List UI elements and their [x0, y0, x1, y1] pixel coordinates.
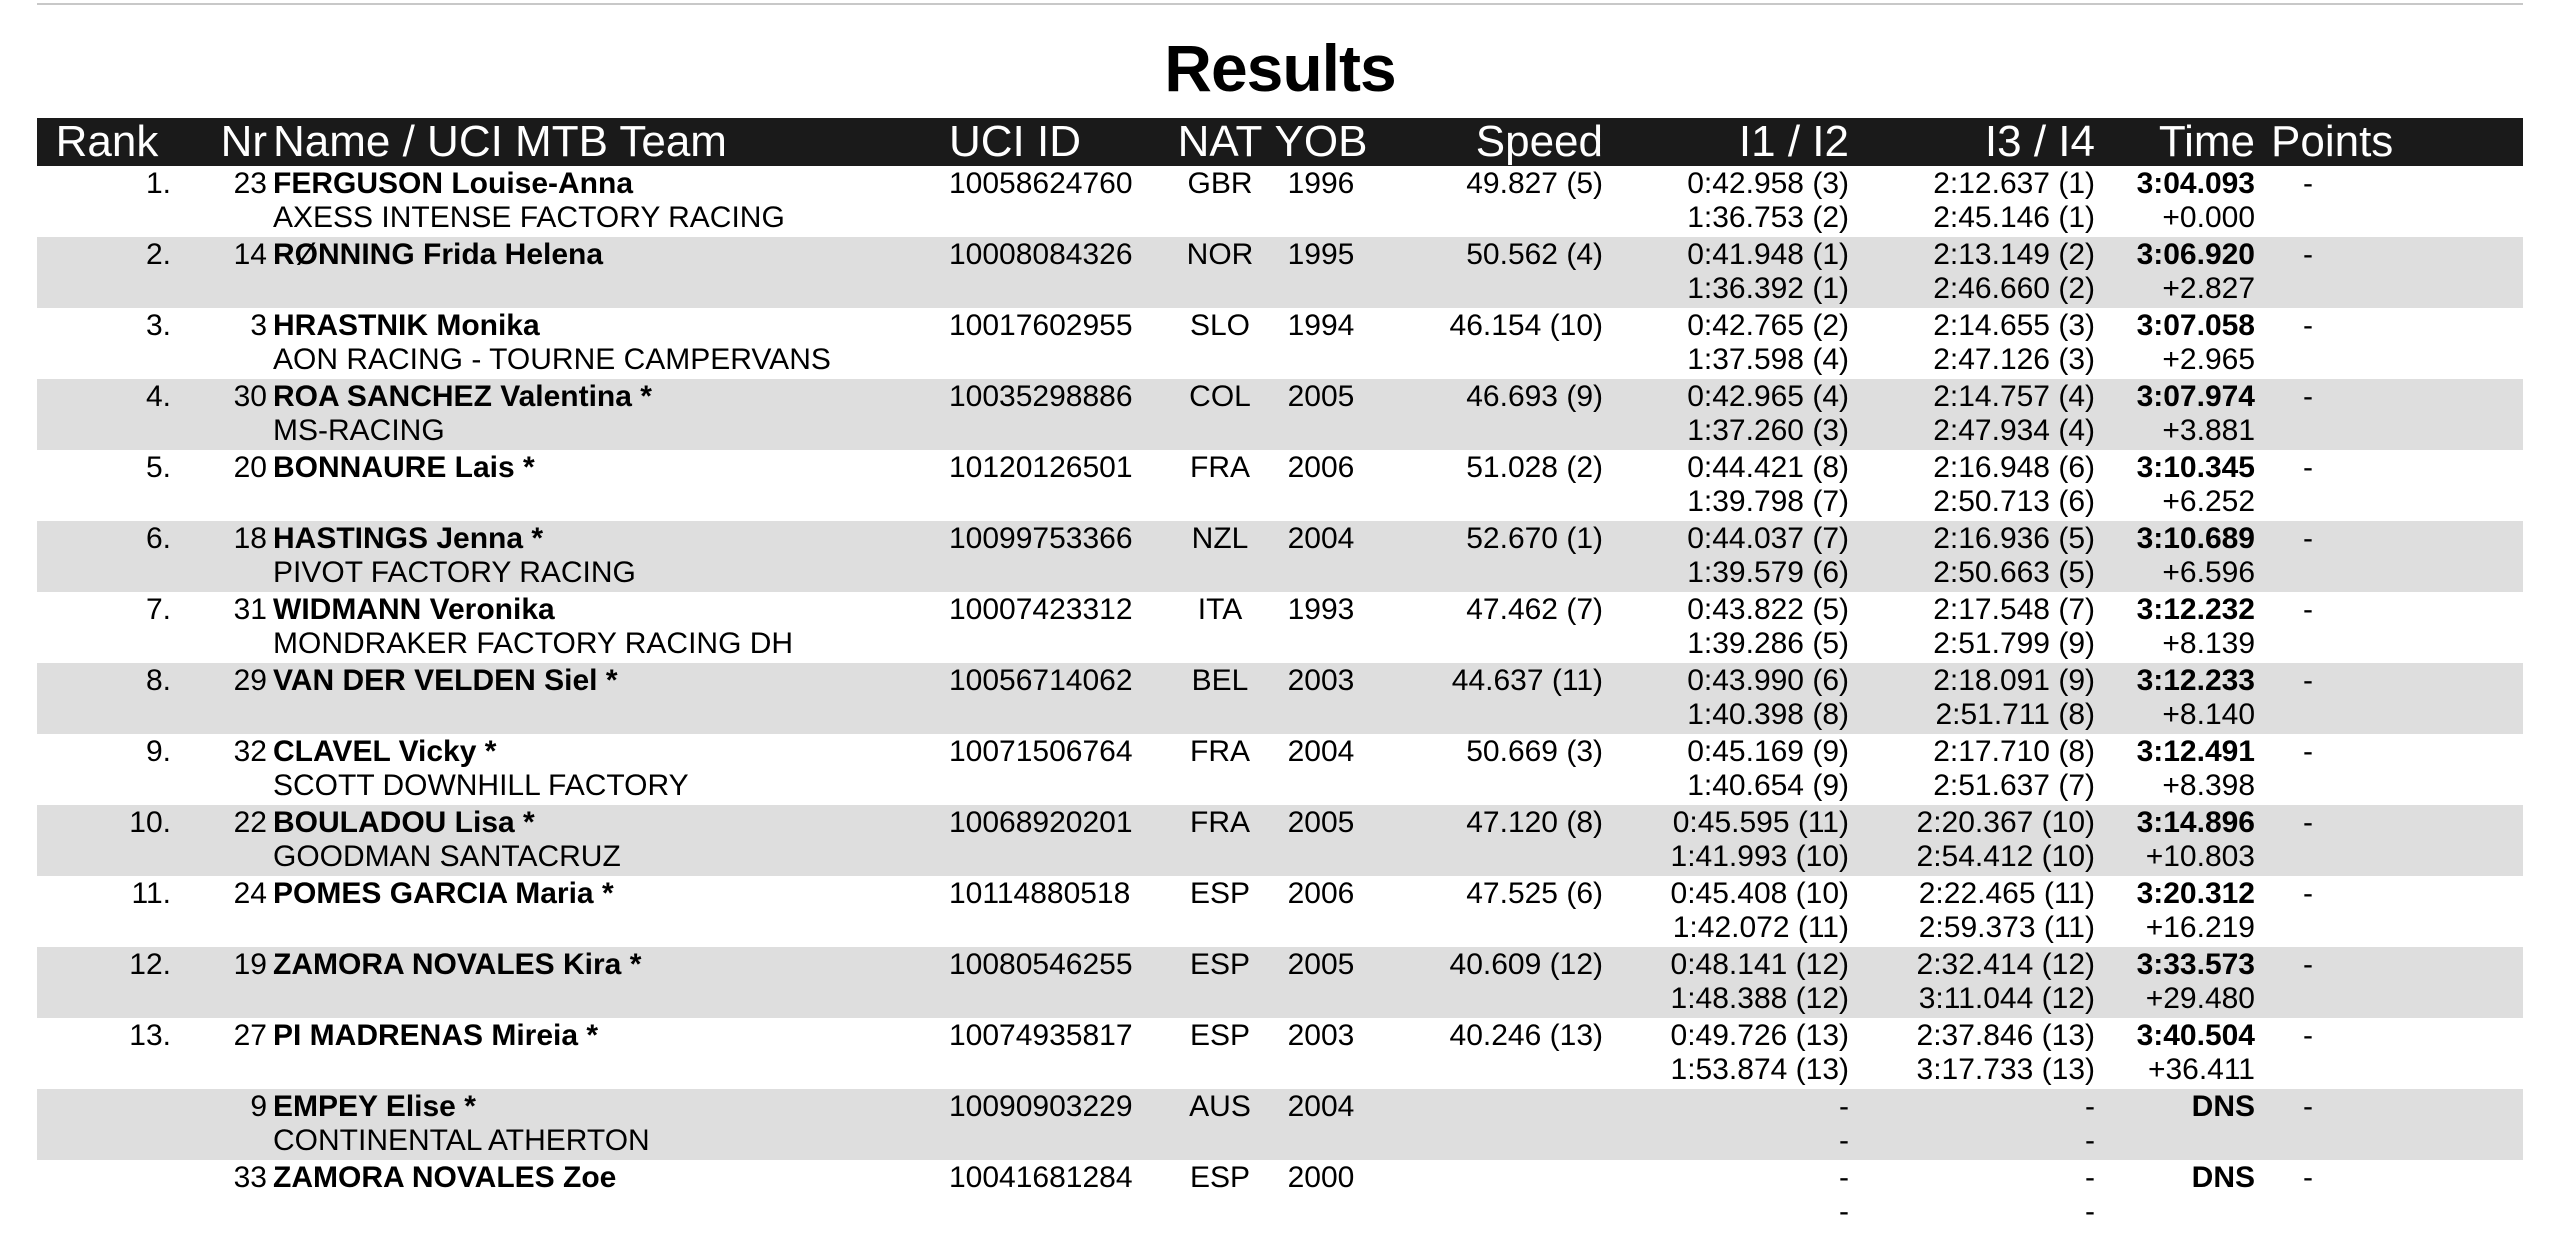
yob-cell: 2004 [1287, 735, 1355, 768]
time-cell: 3:14.896 [2136, 806, 2255, 839]
split-i2: 1:48.388 (12) [1670, 982, 1849, 1015]
split-i1: 0:44.421 (8) [1687, 451, 1849, 484]
split-i4: 2:59.373 (11) [1918, 911, 2095, 944]
split-i3: 2:14.655 (3) [1933, 309, 2095, 342]
speed-cell: 47.120 (8) [1466, 806, 1603, 839]
nr-cell: 23 [233, 167, 267, 200]
speed-cell: 49.827 (5) [1466, 167, 1603, 200]
uci-id-cell: 10071506764 [949, 735, 1133, 768]
nat-cell: ESP [1189, 948, 1251, 981]
header-row [37, 118, 2523, 166]
split-i4: 2:45.146 (1) [1933, 201, 2095, 234]
nat-cell: FRA [1190, 735, 1250, 768]
team-name: MONDRAKER FACTORY RACING DH [273, 627, 794, 660]
nat-cell: ESP [1189, 1019, 1251, 1052]
rank-cell: 2. [145, 238, 171, 271]
split-i4: 2:51.711 (8) [1935, 698, 2095, 731]
uci-id-cell: 10074935817 [949, 1019, 1133, 1052]
split-i3: - [2085, 1161, 2095, 1194]
results-body [37, 166, 2523, 1231]
time-cell: 3:40.504 [2136, 1019, 2255, 1052]
nr-cell: 3 [250, 309, 267, 342]
nat-cell: ITA [1197, 593, 1243, 626]
gap-cell: +2.965 [2162, 343, 2255, 376]
time-cell: 3:06.920 [2136, 238, 2255, 271]
yob-cell: 2000 [1287, 1161, 1355, 1194]
time-cell: 3:10.689 [2136, 522, 2255, 555]
yob-cell: 2006 [1287, 451, 1355, 484]
rank-cell: 6. [145, 522, 171, 555]
split-i3: 2:16.948 (6) [1933, 451, 2095, 484]
uci-id-cell: 10058624760 [949, 167, 1133, 200]
split-i2: 1:37.260 (3) [1687, 414, 1849, 447]
team-name: AXESS INTENSE FACTORY RACING [273, 201, 785, 234]
speed-cell: 50.669 (3) [1466, 735, 1603, 768]
time-cell: 3:04.093 [2136, 167, 2255, 200]
time-cell: 3:07.058 [2136, 309, 2255, 342]
header-i3-i4: I3 / I4 [1849, 118, 2095, 166]
nr-cell: 19 [233, 948, 267, 981]
split-i4: - [2085, 1124, 2095, 1157]
split-i4: 2:47.126 (3) [1933, 343, 2095, 376]
nr-cell: 20 [233, 451, 267, 484]
points-cell: - [2303, 877, 2313, 910]
rider-name: ZAMORA NOVALES Zoe [273, 1161, 617, 1194]
table-row [37, 308, 2523, 379]
nr-cell: 18 [233, 522, 267, 555]
header-time: Time [2095, 118, 2255, 166]
uci-id-cell: 10120126501 [949, 451, 1133, 484]
page-title: Results [1164, 31, 1396, 105]
rider-name: PI MADRENAS Mireia * [273, 1019, 599, 1052]
points-cell: - [2303, 1161, 2313, 1194]
rank-cell: 11. [131, 877, 171, 910]
split-i4: 2:51.799 (9) [1933, 627, 2095, 660]
points-cell: - [2303, 380, 2313, 413]
split-i4: 3:17.733 (13) [1916, 1053, 2095, 1086]
points-cell: - [2303, 1019, 2313, 1052]
header-name-team: Name / UCI MTB Team [267, 118, 949, 166]
speed-cell: 47.525 (6) [1466, 877, 1603, 910]
table-row [37, 1089, 2523, 1160]
rider-name: VAN DER VELDEN Siel * [273, 664, 618, 697]
header-i1-i2: I1 / I2 [1603, 118, 1849, 166]
split-i3: 2:37.846 (13) [1916, 1019, 2095, 1052]
speed-cell: 47.462 (7) [1466, 593, 1603, 626]
points-cell: - [2303, 238, 2313, 271]
split-i2: 1:39.579 (6) [1687, 556, 1849, 589]
nr-cell: 33 [233, 1161, 267, 1194]
rank-cell: 10. [129, 806, 171, 839]
split-i3: 2:12.637 (1) [1933, 167, 2095, 200]
split-i1: - [1839, 1090, 1849, 1123]
rank-cell: 7. [145, 593, 171, 626]
gap-cell: +8.140 [2162, 698, 2255, 731]
team-name [273, 485, 949, 519]
points-cell: - [2303, 167, 2313, 200]
time-cell: DNS [2191, 1090, 2255, 1123]
split-i3: 2:14.757 (4) [1933, 380, 2095, 413]
yob-cell: 2005 [1287, 380, 1355, 413]
split-i2: 1:40.398 (8) [1687, 698, 1849, 731]
split-i4: 2:50.663 (5) [1933, 556, 2095, 589]
speed-cell [1377, 1090, 1603, 1124]
points-cell: - [2303, 451, 2313, 484]
nr-cell: 27 [233, 1019, 267, 1052]
uci-id-cell: 10035298886 [949, 380, 1133, 413]
rank-cell: 3. [145, 309, 171, 342]
speed-cell: 50.562 (4) [1466, 238, 1603, 271]
time-cell: 3:20.312 [2136, 877, 2255, 910]
points-cell: - [2303, 735, 2313, 768]
time-cell: DNS [2191, 1161, 2255, 1194]
split-i1: 0:49.726 (13) [1670, 1019, 1849, 1052]
table-row [37, 663, 2523, 734]
nat-cell: ESP [1189, 1161, 1251, 1194]
uci-id-cell: 10007423312 [949, 593, 1133, 626]
gap-cell: +8.398 [2162, 769, 2255, 802]
gap-cell: +8.139 [2162, 627, 2255, 660]
split-i1: 0:48.141 (12) [1670, 948, 1849, 981]
team-name [273, 911, 949, 945]
yob-cell: 1993 [1287, 593, 1355, 626]
yob-cell: 1994 [1287, 309, 1355, 342]
header-points: Points [2255, 118, 2523, 166]
rider-name: CLAVEL Vicky * [273, 735, 497, 768]
split-i1: 0:45.408 (10) [1670, 877, 1849, 910]
split-i3: 2:22.465 (11) [1918, 877, 2095, 910]
gap-cell: +36.411 [2147, 1053, 2255, 1086]
yob-cell: 2006 [1287, 877, 1355, 910]
nat-cell: AUS [1189, 1090, 1251, 1123]
split-i3: 2:18.091 (9) [1933, 664, 2095, 697]
nat-cell: COL [1189, 380, 1251, 413]
split-i4: 2:47.934 (4) [1933, 414, 2095, 447]
rank-cell [37, 1161, 171, 1195]
table-row [37, 379, 2523, 450]
rider-name: HASTINGS Jenna * [273, 522, 544, 555]
speed-cell: 52.670 (1) [1466, 522, 1603, 555]
split-i3: 2:17.710 (8) [1933, 735, 2095, 768]
nat-cell: NZL [1191, 522, 1249, 555]
nat-cell: ESP [1189, 877, 1251, 910]
gap-cell: +2.827 [2162, 272, 2255, 305]
header-rank: Rank [37, 118, 177, 166]
rider-name: RØNNING Frida Helena [273, 238, 604, 271]
rider-name: FERGUSON Louise-Anna [273, 167, 634, 200]
header-yob: YOB [1265, 118, 1377, 166]
split-i1: 0:44.037 (7) [1687, 522, 1849, 555]
speed-cell: 40.246 (13) [1449, 1019, 1603, 1052]
points-cell: - [2303, 806, 2313, 839]
uci-id-cell: 10090903229 [949, 1090, 1133, 1123]
top-rule [37, 3, 2523, 5]
uci-id-cell: 10041681284 [949, 1161, 1133, 1194]
yob-cell: 2004 [1287, 522, 1355, 555]
team-name: SCOTT DOWNHILL FACTORY [273, 769, 689, 802]
split-i2: 1:36.392 (1) [1687, 272, 1849, 305]
split-i1: 0:45.595 (11) [1672, 806, 1849, 839]
split-i2: 1:37.598 (4) [1687, 343, 1849, 376]
rank-cell [37, 1090, 171, 1124]
speed-cell: 40.609 (12) [1449, 948, 1603, 981]
time-cell: 3:12.491 [2136, 735, 2255, 768]
points-cell: - [2303, 522, 2313, 555]
split-i4: 2:51.637 (7) [1933, 769, 2095, 802]
team-name [273, 982, 949, 1016]
team-name: MS-RACING [273, 414, 445, 447]
time-cell: 3:33.573 [2136, 948, 2255, 981]
split-i1: 0:43.990 (6) [1687, 664, 1849, 697]
gap-cell: +3.881 [2162, 414, 2255, 447]
speed-cell: 46.154 (10) [1449, 309, 1603, 342]
table-row [37, 592, 2523, 663]
uci-id-cell: 10017602955 [949, 309, 1133, 342]
team-name: AON RACING - TOURNE CAMPERVANS [273, 343, 831, 376]
uci-id-cell: 10080546255 [949, 948, 1133, 981]
yob-cell: 2005 [1287, 806, 1355, 839]
uci-id-cell: 10008084326 [949, 238, 1133, 271]
team-name [273, 1195, 949, 1229]
yob-cell: 2004 [1287, 1090, 1355, 1123]
split-i1: 0:43.822 (5) [1687, 593, 1849, 626]
split-i4: - [2085, 1195, 2095, 1228]
rank-cell: 9. [145, 735, 171, 768]
nr-cell: 30 [233, 380, 267, 413]
gap-cell: +6.252 [2162, 485, 2255, 518]
split-i1: 0:41.948 (1) [1687, 238, 1849, 271]
points-cell: - [2303, 948, 2313, 981]
split-i1: 0:42.958 (3) [1687, 167, 1849, 200]
split-i2: 1:39.286 (5) [1687, 627, 1849, 660]
points-cell: - [2303, 309, 2313, 342]
split-i3: 2:20.367 (10) [1916, 806, 2095, 839]
split-i2: 1:42.072 (11) [1672, 911, 1849, 944]
gap-cell: +6.596 [2162, 556, 2255, 589]
split-i3: - [2085, 1090, 2095, 1123]
header-nr: Nr [177, 118, 267, 166]
split-i2: 1:39.798 (7) [1687, 485, 1849, 518]
speed-cell: 44.637 (11) [1451, 664, 1603, 697]
split-i4: 2:54.412 (10) [1916, 840, 2095, 873]
nr-cell: 31 [233, 593, 267, 626]
table-row [37, 237, 2523, 308]
split-i2: 1:41.993 (10) [1670, 840, 1849, 873]
split-i3: 2:16.936 (5) [1933, 522, 2095, 555]
split-i2: 1:36.753 (2) [1687, 201, 1849, 234]
split-i2: 1:40.654 (9) [1687, 769, 1849, 802]
gap-cell: +29.480 [2145, 982, 2255, 1015]
rider-name: EMPEY Elise * [273, 1090, 476, 1123]
nat-cell: FRA [1190, 451, 1250, 484]
nat-cell: SLO [1189, 309, 1251, 342]
time-cell: 3:12.232 [2136, 593, 2255, 626]
nr-cell: 29 [233, 664, 267, 697]
table-row [37, 450, 2523, 521]
table-row [37, 1160, 2523, 1231]
split-i4: 2:50.713 (6) [1933, 485, 2095, 518]
nr-cell: 14 [233, 238, 267, 271]
team-name [273, 1053, 949, 1087]
split-i3: 2:17.548 (7) [1933, 593, 2095, 626]
header-speed: Speed [1377, 118, 1603, 166]
yob-cell: 2003 [1287, 664, 1355, 697]
team-name: CONTINENTAL ATHERTON [273, 1124, 650, 1157]
nat-cell: NOR [1186, 238, 1254, 271]
table-row [37, 521, 2523, 592]
nat-cell: GBR [1187, 167, 1253, 200]
uci-id-cell: 10114880518 [949, 877, 1131, 910]
table-row [37, 1018, 2523, 1089]
rider-name: POMES GARCIA Maria * [273, 877, 614, 910]
split-i2: - [1839, 1195, 1849, 1228]
nat-cell: BEL [1191, 664, 1249, 697]
split-i1: 0:42.765 (2) [1687, 309, 1849, 342]
rank-cell: 5. [145, 451, 171, 484]
rank-cell: 4. [145, 380, 171, 413]
nr-cell: 32 [233, 735, 267, 768]
yob-cell: 2003 [1287, 1019, 1355, 1052]
split-i1: 0:42.965 (4) [1687, 380, 1849, 413]
points-cell: - [2303, 593, 2313, 626]
rider-name: ZAMORA NOVALES Kira * [273, 948, 642, 981]
table-row [37, 734, 2523, 805]
rank-cell: 1. [145, 167, 171, 200]
split-i1: - [1839, 1161, 1849, 1194]
time-cell: 3:07.974 [2136, 380, 2255, 413]
rank-cell: 8. [145, 664, 171, 697]
header-nat: NAT [1175, 118, 1265, 166]
nr-cell: 22 [233, 806, 267, 839]
team-name: GOODMAN SANTACRUZ [273, 840, 621, 873]
rank-cell: 12. [129, 948, 171, 981]
uci-id-cell: 10099753366 [949, 522, 1133, 555]
split-i2: 1:53.874 (13) [1670, 1053, 1849, 1086]
gap-cell: +16.219 [2145, 911, 2255, 944]
rider-name: BOULADOU Lisa * [273, 806, 535, 839]
yob-cell: 1996 [1287, 167, 1355, 200]
uci-id-cell: 10068920201 [949, 806, 1133, 839]
rider-name: WIDMANN Veronika [273, 593, 555, 626]
table-row [37, 166, 2523, 237]
points-cell: - [2303, 1090, 2313, 1123]
speed-cell [1377, 1161, 1603, 1195]
rider-name: HRASTNIK Monika [273, 309, 540, 342]
time-cell: 3:10.345 [2136, 451, 2255, 484]
gap-cell [2095, 1124, 2255, 1158]
split-i3: 2:32.414 (12) [1916, 948, 2095, 981]
table-row [37, 805, 2523, 876]
split-i2: - [1839, 1124, 1849, 1157]
gap-cell [2095, 1195, 2255, 1229]
split-i4: 2:46.660 (2) [1933, 272, 2095, 305]
rider-name: ROA SANCHEZ Valentina * [273, 380, 652, 413]
yob-cell: 1995 [1287, 238, 1355, 271]
table-row [37, 876, 2523, 947]
points-cell: - [2303, 664, 2313, 697]
split-i1: 0:45.169 (9) [1687, 735, 1849, 768]
rider-name: BONNAURE Lais * [273, 451, 535, 484]
uci-id-cell: 10056714062 [949, 664, 1133, 697]
gap-cell: +10.803 [2145, 840, 2255, 873]
yob-cell: 2005 [1287, 948, 1355, 981]
table-row [37, 947, 2523, 1018]
time-cell: 3:12.233 [2136, 664, 2255, 697]
split-i4: 3:11.044 (12) [1918, 982, 2095, 1015]
team-name: PIVOT FACTORY RACING [273, 556, 636, 589]
nat-cell: FRA [1190, 806, 1250, 839]
rank-cell: 13. [129, 1019, 171, 1052]
gap-cell: +0.000 [2162, 201, 2255, 234]
header-uci-id: UCI ID [949, 118, 1175, 166]
speed-cell: 46.693 (9) [1466, 380, 1603, 413]
speed-cell: 51.028 (2) [1466, 451, 1603, 484]
split-i3: 2:13.149 (2) [1933, 238, 2095, 271]
team-name [273, 698, 949, 732]
nr-cell: 9 [250, 1090, 267, 1123]
results-table [37, 118, 2523, 1231]
team-name [273, 272, 949, 306]
nr-cell: 24 [233, 877, 267, 910]
